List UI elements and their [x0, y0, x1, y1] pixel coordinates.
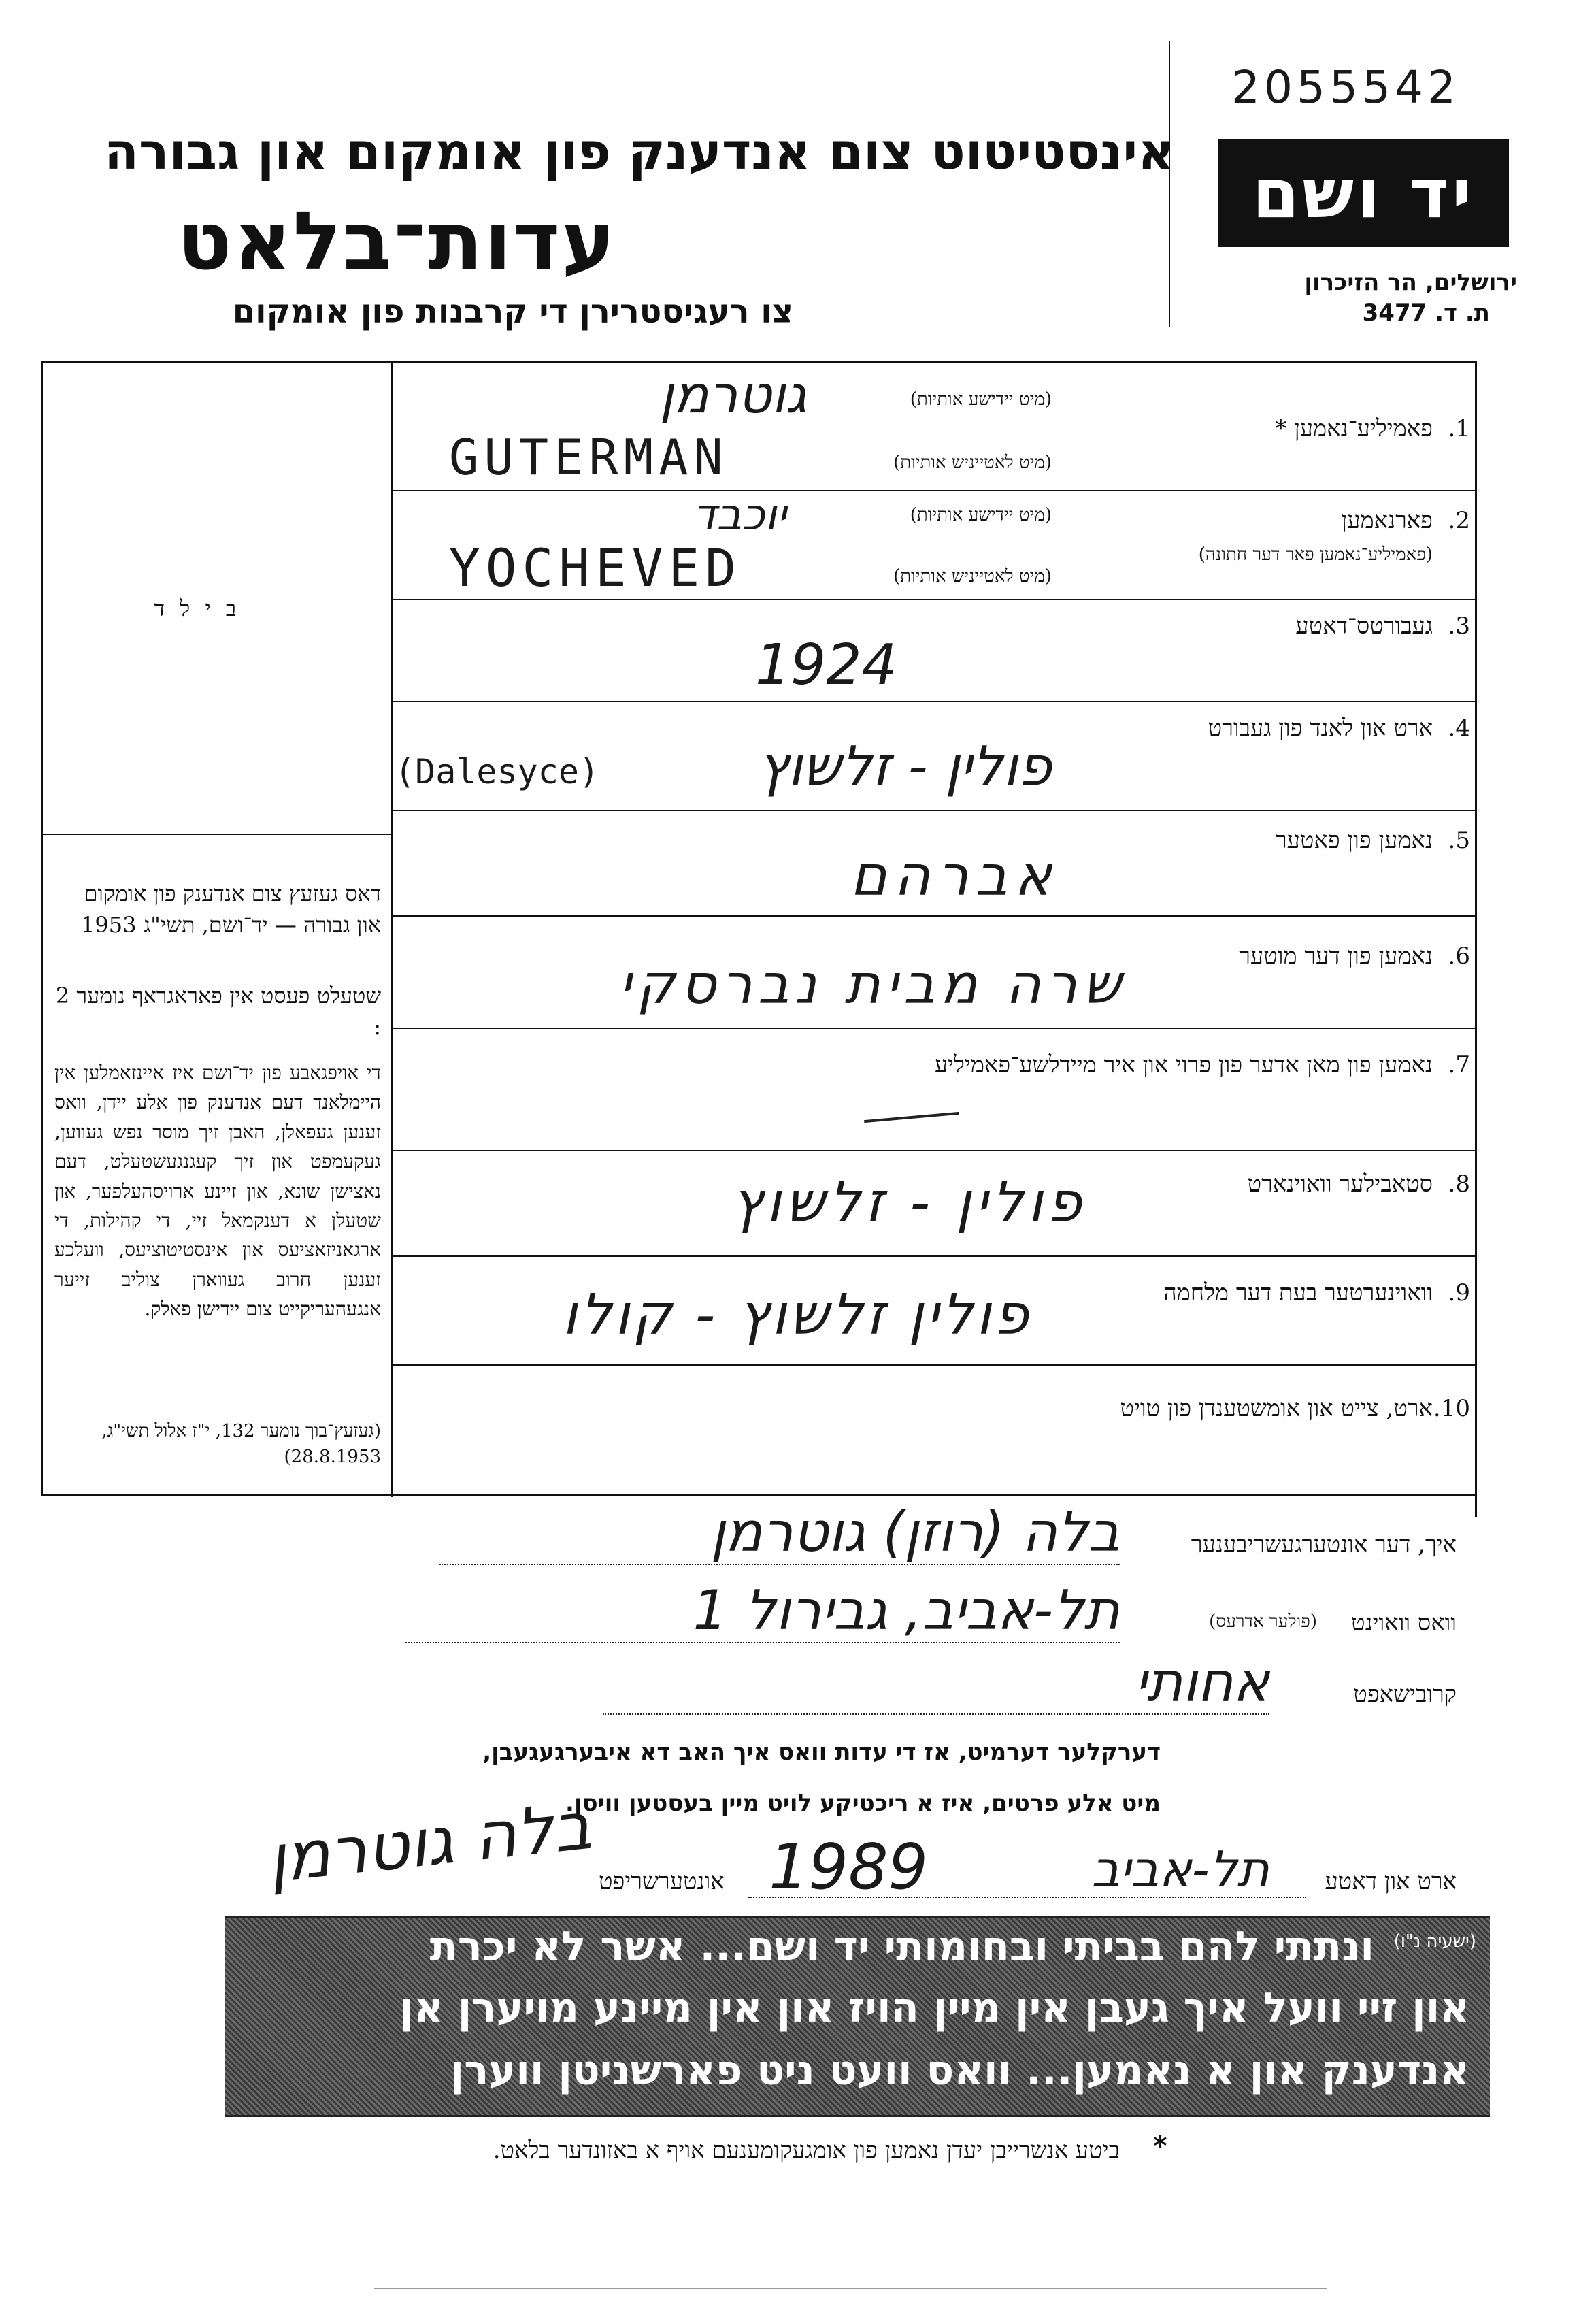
declarant-relation-label: קרובישאפט [1353, 1681, 1457, 1708]
field-5-value[interactable]: אברהם [850, 844, 1059, 908]
form-right-border [1475, 361, 1477, 1517]
place-date-underline [748, 1895, 1306, 1898]
row-separator [391, 701, 1476, 702]
footer-asterisk: * [1153, 2130, 1167, 2162]
row-separator [391, 1028, 1476, 1029]
law-body: די אויפגאבע פון יד־ושם איז איינזאמלען אין היימלאנד דעם אנדענק פון אלע יידן, וואס זענען געפאלן, האבן זיך מוסר נפש געווען, געקעמפט און זיך קעגנגעשטעלט, דעם נאצישן שונא, און זיינע ארויסהעלפער, און שטעלן א דענקמאל זיי, די קהילות, די ארגאניזאציעס און אינסטיטוציעס, וועלכע זענען חרוב געווארן צוליב זייער אנגעהעריקייט צום יידישן פאלק. [54, 1062, 381, 1321]
document-number: 2055542 [1231, 61, 1460, 114]
date-value[interactable]: 1989 [769, 1831, 929, 1903]
photo-label: ב י ל ד [154, 595, 241, 621]
field-2-value-latin[interactable]: YOCHEVED [449, 538, 742, 598]
row-separator [391, 1255, 1476, 1257]
row-separator [391, 915, 1476, 917]
field-1-value-latin[interactable]: GUTERMAN [449, 429, 729, 486]
field-6-label: נאמען פון דער מוטער [1239, 942, 1433, 970]
motto-line-2: און זיי וועל איך געבן אין מיין הויז און אין מיינע מויערן אן [399, 1984, 1469, 2032]
field-9-value[interactable]: פולין זלשוץ - קולו [562, 1283, 1031, 1347]
field-6-value[interactable]: שרה מבית נברסקי [618, 953, 1127, 1016]
page-bottom-line [374, 2288, 1327, 2289]
field-1-value-yiddish[interactable]: גוטרמן [659, 364, 807, 425]
field-4-label: ארט און לאנד פון געבורט [1208, 715, 1433, 742]
declarant-address-hint: (פולער אדרעס) [1209, 1611, 1317, 1632]
row-separator [391, 810, 1476, 811]
header-divider [1169, 41, 1170, 327]
field-2-hint-latin: (מיט לאטייניש אותיות) [893, 566, 1052, 587]
field-8-label: סטאבילער וואוינארט [1247, 1170, 1433, 1198]
field-3-value[interactable]: 1924 [755, 633, 897, 697]
field-10-label: ארט, צייט און אומשטענדן פון טויט [1120, 1395, 1433, 1422]
declarant-relation-value[interactable]: אחותי [603, 1650, 1269, 1715]
motto-source: (ישעיה נ"ו) [1393, 1931, 1476, 1952]
field-8-num: 8. [1448, 1170, 1470, 1198]
field-4-value-latin[interactable]: (Dalesyce) [395, 752, 600, 791]
address-line-1: ירושלים, הר הזיכרון [1304, 269, 1517, 296]
declaration-line-2: מיט אלע פרטים, איז א ריכטיקע לויט מיין בעסטען וויסן. [565, 1790, 1161, 1817]
law-text-1: דאס געזעץ צום אנדענק פון אומקום און גבורה — יד־ושם, תשי"ג 1953 [81, 881, 381, 938]
motto-line-1: ונתתי להם בביתי ובחומותי יד ושם... אשר לא יכרת [429, 1923, 1374, 1971]
field-7-label: נאמען פון מאן אדער פון פרוי און איר מיידלשע־פאמיליע [934, 1051, 1433, 1079]
field-4-num: 4. [1448, 715, 1470, 742]
declarant-address-label: וואס וואוינט [1351, 1609, 1457, 1637]
field-1-label: פאמיליע־נאמען * [1275, 415, 1433, 442]
field-2-num: 2. [1448, 507, 1470, 534]
row-separator [391, 1150, 1476, 1151]
declarant-address-value[interactable]: תל-אביב, גבירול 1 [405, 1579, 1120, 1643]
law-reference: (געזעץ־בוך נומער 132, י"ז אלול תשי"ג, 28.8.1953) [101, 1421, 381, 1467]
field-1-hint-latin: (מיט לאטייניש אותיות) [893, 453, 1052, 473]
left-panel-divider [391, 361, 393, 1497]
place-value[interactable]: תל-אביב [1091, 1841, 1269, 1898]
field-8-value[interactable]: פולין - זלשוץ [731, 1170, 1086, 1235]
footer-note: ביטע אנשרייבן יעדן נאמען פון אומגעקומענעם אויף א באזונדער בלאט. [493, 2137, 1120, 2164]
field-9-label: וואוינערטער בעת דער מלחמה [1163, 1279, 1433, 1307]
field-5-num: 5. [1448, 827, 1470, 854]
institute-title: אינסטיטוט צום אנדענק פון אומקום און גבורה [104, 122, 1174, 181]
declarant-name-label: איך, דער אונטערגעשריבענער [1191, 1531, 1457, 1558]
field-7-dash-stroke [864, 1112, 959, 1123]
field-2-hint-yiddish: (מיט יידישע אותיות) [910, 505, 1052, 525]
signature-label: אונטערשריפט [599, 1868, 725, 1895]
row-separator [391, 490, 1476, 491]
field-3-label: געבורטס־דאטע [1295, 612, 1433, 640]
form-subtitle: צו רעגיסטרירן די קרבנות פון אומקום [232, 293, 793, 331]
field-2-label: פארנאמען [1341, 507, 1433, 534]
form-top-border [41, 361, 1476, 363]
field-4-value[interactable]: פולין - זלשוץ [758, 735, 1052, 798]
logo-text: יד ושם [1252, 153, 1475, 233]
field-9-num: 9. [1448, 1279, 1470, 1307]
form-left-border [41, 361, 43, 1494]
field-3-num: 3. [1448, 612, 1470, 640]
field-10-num: 10. [1433, 1395, 1470, 1422]
field-2-sub-label: (פאמיליע־נאמען פאר דער חתונה) [1198, 544, 1433, 565]
declaration-line-1: דערקלער דערמיט, אז די עדות וואס איך האב דא איבערגעגעבן, [482, 1739, 1161, 1766]
form-lower-border [41, 1494, 1476, 1496]
field-6-num: 6. [1448, 942, 1470, 970]
row-separator [391, 599, 1476, 600]
field-1-hint-yiddish: (מיט יידישע אותיות) [910, 389, 1052, 410]
law-text-2: שטעלט פעסט אין פאראגראף נומער 2 : [55, 983, 381, 1040]
field-7-num: 7. [1448, 1051, 1470, 1079]
field-1-num: 1. [1448, 415, 1470, 442]
signature-value[interactable]: בלה גוטרמן [264, 1787, 595, 1898]
field-5-label: נאמען פון פאטער [1275, 827, 1433, 854]
address-line-2: ת. ד. 3477 [1362, 299, 1490, 327]
yad-vashem-logo [1218, 139, 1509, 247]
form-title: עדות־בלאט [177, 194, 616, 288]
motto-banner [225, 1916, 1490, 2117]
motto-line-3: אנדענק און א נאמען... וואס וועט ניט פארשניטן ווערן [450, 2047, 1469, 2095]
field-2-value-yiddish[interactable]: יוכבד [693, 490, 786, 540]
place-date-label: ארט און דאטע [1325, 1868, 1457, 1895]
declarant-name-value[interactable]: בלה (רוזן) גוטרמן [439, 1500, 1120, 1565]
row-separator [391, 1364, 1476, 1366]
photo-box-bottom [41, 834, 393, 835]
